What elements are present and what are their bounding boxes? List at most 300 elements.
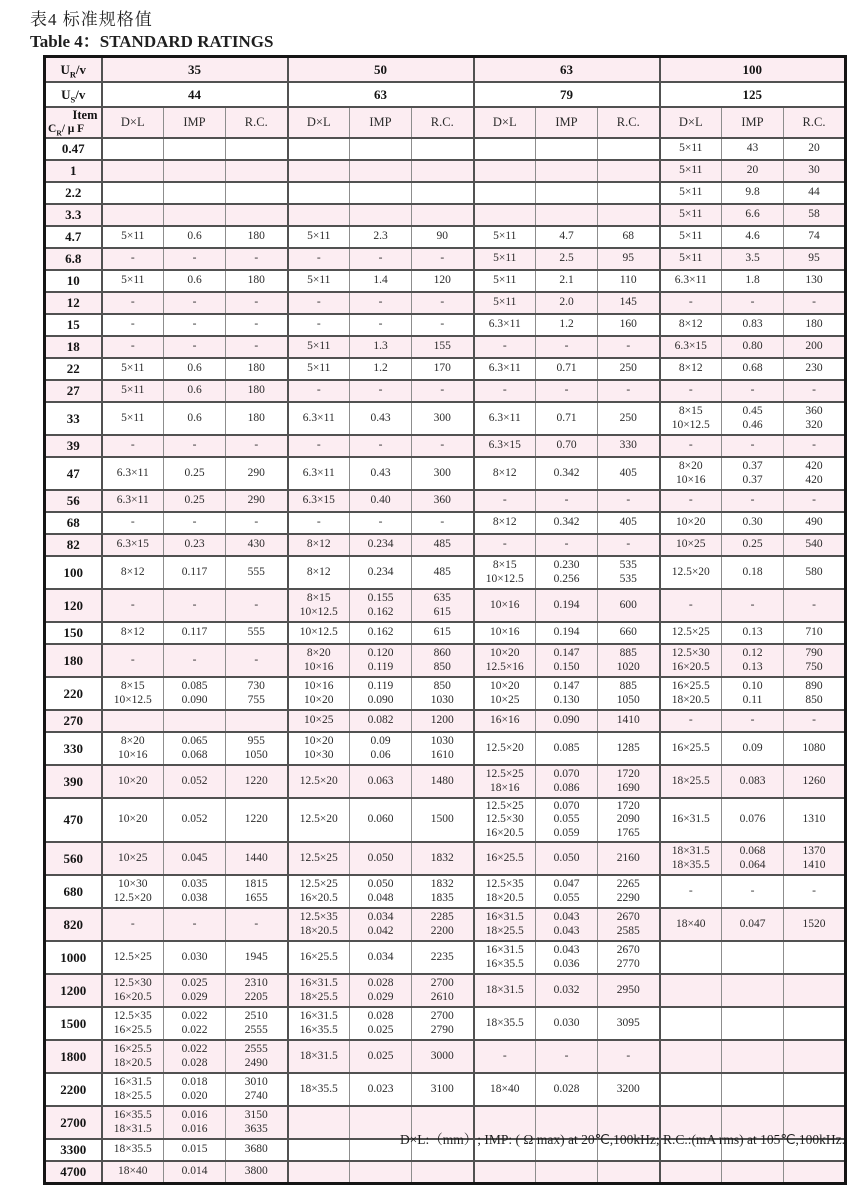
cell-dxl: 12.5×25 <box>660 622 722 644</box>
cell-imp <box>722 974 784 1007</box>
cell-dxl: - <box>102 644 164 677</box>
cell-dxl: 12.5×20 <box>660 556 722 589</box>
cell-imp: 0.6 <box>164 226 226 248</box>
cell-imp: 0.090 <box>536 710 598 732</box>
cell-rc: 1520 <box>784 908 846 941</box>
cell-rc: 170 <box>412 358 474 380</box>
cell-imp: 0.016 0.016 <box>164 1106 226 1139</box>
cell-imp: 0.050 <box>536 842 598 875</box>
cell-imp: 0.083 <box>722 765 784 798</box>
cell-imp: 0.045 <box>164 842 226 875</box>
cell-imp <box>536 1161 598 1184</box>
cell-dxl: 12.5×20 <box>288 798 350 842</box>
cell-dxl: 10×25 <box>102 842 164 875</box>
table-title-en: Table 4：STANDARD RATINGS <box>30 32 274 51</box>
cell-imp: 0.6 <box>164 380 226 402</box>
ur-label-cell: $U_R/v$ <box>45 57 102 83</box>
cell-dxl: 8×20 10×16 <box>660 457 722 490</box>
cell-imp: 0.034 <box>350 941 412 974</box>
cell-dxl: 10×25 <box>288 710 350 732</box>
cell-rc: 2510 2555 <box>226 1007 288 1040</box>
cell-imp: 0.119 0.090 <box>350 677 412 710</box>
cell-dxl: 6.3×15 <box>660 336 722 358</box>
cell-imp: 0.025 0.029 <box>164 974 226 1007</box>
cell-dxl: 5×11 <box>288 336 350 358</box>
cell-dxl: 12.5×25 <box>102 941 164 974</box>
cell-imp: 0.80 <box>722 336 784 358</box>
cell-dxl: 18×31.5 <box>474 974 536 1007</box>
cell-dxl <box>102 160 164 182</box>
cell-dxl: 5×11 <box>660 160 722 182</box>
cell-rc: - <box>226 435 288 457</box>
cell-imp: 0.12 0.13 <box>722 644 784 677</box>
cell-dxl: - <box>474 1040 536 1073</box>
cell-rc: 250 <box>598 402 660 435</box>
cell-imp: 4.7 <box>536 226 598 248</box>
capacitance-label: 220 <box>45 677 102 710</box>
subheader-dxl: D×L <box>288 107 350 138</box>
cell-rc <box>784 974 846 1007</box>
cell-rc: - <box>226 512 288 534</box>
cell-imp: 3.5 <box>722 248 784 270</box>
cell-rc: 95 <box>784 248 846 270</box>
cell-imp: 0.060 <box>350 798 412 842</box>
capacitance-label: 68 <box>45 512 102 534</box>
capacitance-label: 27 <box>45 380 102 402</box>
cell-imp: 0.028 0.025 <box>350 1007 412 1040</box>
capacitance-label: 10 <box>45 270 102 292</box>
cell-dxl: 6.3×11 <box>660 270 722 292</box>
capacitance-label: 1000 <box>45 941 102 974</box>
cell-rc: - <box>598 490 660 512</box>
cell-rc: 2310 2205 <box>226 974 288 1007</box>
cell-dxl: 8×15 10×12.5 <box>474 556 536 589</box>
rated-voltage-row <box>45 57 846 83</box>
subheader-dxl: D×L <box>102 107 164 138</box>
cell-imp: - <box>164 589 226 622</box>
table-row <box>45 314 846 336</box>
cell-dxl: - <box>660 380 722 402</box>
cell-rc <box>412 1161 474 1184</box>
cell-rc <box>412 138 474 160</box>
cell-dxl <box>288 160 350 182</box>
cell-rc: 890 850 <box>784 677 846 710</box>
cell-imp: - <box>350 512 412 534</box>
subheader-rc: R.C. <box>598 107 660 138</box>
cell-dxl: - <box>102 589 164 622</box>
cell-dxl: 8×12 <box>660 314 722 336</box>
cell-imp: 0.30 <box>722 512 784 534</box>
cell-dxl: 6.3×11 <box>288 457 350 490</box>
cell-dxl: 8×12 <box>102 622 164 644</box>
cell-dxl <box>288 1161 350 1184</box>
cell-dxl: 6.3×11 <box>288 402 350 435</box>
cell-rc: - <box>598 534 660 556</box>
cell-imp: - <box>164 512 226 534</box>
cell-rc: 130 <box>784 270 846 292</box>
cell-dxl: - <box>102 435 164 457</box>
table-row <box>45 644 846 677</box>
us-label-cell: $U_S/v$ <box>45 82 102 107</box>
table-row <box>45 435 846 457</box>
table-row <box>45 490 846 512</box>
table-row <box>45 270 846 292</box>
cell-imp: 0.155 0.162 <box>350 589 412 622</box>
cell-imp: 9.8 <box>722 182 784 204</box>
cell-imp: 0.43 <box>350 402 412 435</box>
cell-rc: 1832 <box>412 842 474 875</box>
cell-dxl: 12.5×25 <box>288 842 350 875</box>
cell-dxl: - <box>102 292 164 314</box>
cell-dxl: - <box>102 336 164 358</box>
cell-rc: 145 <box>598 292 660 314</box>
footnote: D×L:（mm）; IMP: ( Ω max) at 20℃,100kHz; R.C.:(mA rms) at 105℃,100kHz. <box>399 1132 845 1147</box>
cell-imp: 0.065 0.068 <box>164 732 226 765</box>
table-row <box>45 380 846 402</box>
cell-imp: 0.147 0.150 <box>536 644 598 677</box>
cell-imp <box>536 138 598 160</box>
cell-dxl: 6.3×15 <box>102 534 164 556</box>
cell-dxl: 16×31.5 <box>660 798 722 842</box>
cell-imp <box>164 182 226 204</box>
cell-imp: - <box>164 644 226 677</box>
cell-imp: 0.022 0.022 <box>164 1007 226 1040</box>
cell-rc: 490 <box>784 512 846 534</box>
cell-rc: 1310 <box>784 798 846 842</box>
capacitance-label: 680 <box>45 875 102 908</box>
subheader-imp: IMP <box>536 107 598 138</box>
cell-rc: 3800 <box>226 1161 288 1184</box>
cell-rc: 290 <box>226 490 288 512</box>
cell-dxl: 12.5×25 12.5×30 16×20.5 <box>474 798 536 842</box>
cell-dxl <box>660 941 722 974</box>
cell-imp <box>350 138 412 160</box>
cell-dxl: - <box>102 314 164 336</box>
cell-imp: 0.45 0.46 <box>722 402 784 435</box>
cell-rc <box>226 710 288 732</box>
cell-dxl: - <box>288 435 350 457</box>
cell-rc: 790 750 <box>784 644 846 677</box>
cell-dxl: 5×11 <box>288 358 350 380</box>
cell-dxl: - <box>660 490 722 512</box>
cell-imp: 0.13 <box>722 622 784 644</box>
cell-rc: 2285 2200 <box>412 908 474 941</box>
cell-dxl: 10×20 <box>660 512 722 534</box>
cell-imp: 0.6 <box>164 358 226 380</box>
cell-imp: 0.047 <box>722 908 784 941</box>
cell-dxl: 12.5×30 16×20.5 <box>102 974 164 1007</box>
cell-dxl <box>288 182 350 204</box>
cell-dxl: - <box>102 908 164 941</box>
surge-63-cell: 63 <box>288 82 474 107</box>
cell-rc: 180 <box>226 226 288 248</box>
cell-rc: 600 <box>598 589 660 622</box>
cell-rc: - <box>412 292 474 314</box>
cell-imp: 0.71 <box>536 358 598 380</box>
cell-dxl: 10×16 10×20 <box>288 677 350 710</box>
cell-dxl: 16×25.5 18×20.5 <box>660 677 722 710</box>
cell-dxl: 6.3×11 <box>102 490 164 512</box>
cell-rc: 660 <box>598 622 660 644</box>
cell-dxl: 6.3×11 <box>102 457 164 490</box>
capacitance-label: 33 <box>45 402 102 435</box>
cell-rc: 3680 <box>226 1139 288 1161</box>
cell-dxl: 8×15 10×12.5 <box>660 402 722 435</box>
subheader-dxl: D×L <box>474 107 536 138</box>
cell-imp: 0.014 <box>164 1161 226 1184</box>
cell-imp: 0.015 <box>164 1139 226 1161</box>
cell-rc: 20 <box>784 138 846 160</box>
capacitance-label: 2700 <box>45 1106 102 1139</box>
cell-dxl: 18×35.5 <box>288 1073 350 1106</box>
cell-rc: 955 1050 <box>226 732 288 765</box>
cell-rc: 540 <box>784 534 846 556</box>
cell-imp: 1.3 <box>350 336 412 358</box>
cell-imp: 0.022 0.028 <box>164 1040 226 1073</box>
cell-rc: 1945 <box>226 941 288 974</box>
table-row <box>45 138 846 160</box>
cell-imp: 0.030 <box>164 941 226 974</box>
cell-dxl: 10×20 12.5×16 <box>474 644 536 677</box>
cell-rc: - <box>784 435 846 457</box>
cell-dxl: 5×11 <box>474 248 536 270</box>
cell-dxl: 5×11 <box>102 380 164 402</box>
cell-dxl: - <box>288 512 350 534</box>
cell-rc <box>226 138 288 160</box>
cell-rc: 1370 1410 <box>784 842 846 875</box>
cell-rc: - <box>598 336 660 358</box>
item-label: Item <box>72 108 98 122</box>
capacitance-label: 0.47 <box>45 138 102 160</box>
cell-imp <box>350 204 412 226</box>
cell-rc: 290 <box>226 457 288 490</box>
cell-dxl <box>660 1007 722 1040</box>
cell-dxl: 12.5×20 <box>288 765 350 798</box>
cell-imp: 0.25 <box>164 490 226 512</box>
cell-rc: 1200 <box>412 710 474 732</box>
capacitance-label: 1500 <box>45 1007 102 1040</box>
cell-dxl: 5×11 <box>660 138 722 160</box>
cell-rc: 3200 <box>598 1073 660 1106</box>
cell-imp <box>536 160 598 182</box>
cell-imp: - <box>722 589 784 622</box>
cell-imp: 0.234 <box>350 556 412 589</box>
cell-dxl: 8×15 10×12.5 <box>288 589 350 622</box>
cell-imp: 0.09 0.06 <box>350 732 412 765</box>
cell-rc: 730 755 <box>226 677 288 710</box>
capacitance-label: 4700 <box>45 1161 102 1184</box>
cell-dxl: - <box>288 248 350 270</box>
cell-rc: - <box>226 644 288 677</box>
cell-imp: 20 <box>722 160 784 182</box>
cell-rc: 3100 <box>412 1073 474 1106</box>
subheader-dxl: D×L <box>660 107 722 138</box>
cell-dxl: 16×35.5 18×31.5 <box>102 1106 164 1139</box>
cell-rc: - <box>412 512 474 534</box>
cell-imp <box>164 710 226 732</box>
table-row <box>45 204 846 226</box>
cell-dxl: 8×12 <box>102 556 164 589</box>
capacitance-label: 390 <box>45 765 102 798</box>
cell-imp <box>164 160 226 182</box>
cell-imp: - <box>164 435 226 457</box>
cell-rc: - <box>784 292 846 314</box>
cell-rc <box>226 182 288 204</box>
cell-imp: 0.68 <box>722 358 784 380</box>
cell-dxl: - <box>288 314 350 336</box>
capacitance-label: 18 <box>45 336 102 358</box>
cell-rc: 180 <box>226 380 288 402</box>
cell-dxl: 16×16 <box>474 710 536 732</box>
cell-rc <box>598 160 660 182</box>
cell-rc: 330 <box>598 435 660 457</box>
cell-dxl: 16×25.5 <box>288 941 350 974</box>
table-row <box>45 677 846 710</box>
cell-dxl: 16×31.5 18×25.5 <box>102 1073 164 1106</box>
cell-rc: 1720 1690 <box>598 765 660 798</box>
cell-rc: - <box>784 710 846 732</box>
cell-dxl <box>660 1161 722 1184</box>
cell-rc: 2265 2290 <box>598 875 660 908</box>
cell-imp: - <box>536 380 598 402</box>
cell-rc <box>226 204 288 226</box>
cell-rc: 555 <box>226 556 288 589</box>
cell-imp: 0.70 <box>536 435 598 457</box>
cell-rc: 360 <box>412 490 474 512</box>
cell-rc: 300 <box>412 457 474 490</box>
table-row <box>45 248 846 270</box>
cell-imp <box>722 941 784 974</box>
cell-rc: 555 <box>226 622 288 644</box>
table-row <box>45 710 846 732</box>
cell-dxl <box>474 160 536 182</box>
cell-rc: 1080 <box>784 732 846 765</box>
cell-imp: 0.043 0.043 <box>536 908 598 941</box>
cell-dxl: - <box>474 534 536 556</box>
cell-imp: 0.25 <box>164 457 226 490</box>
cell-rc: - <box>784 875 846 908</box>
table-row <box>45 1161 846 1184</box>
cell-rc: 180 <box>226 402 288 435</box>
cell-dxl: 12.5×25 16×20.5 <box>288 875 350 908</box>
table-row <box>45 457 846 490</box>
cell-rc: 180 <box>226 270 288 292</box>
cell-rc: 230 <box>784 358 846 380</box>
cell-dxl: 5×11 <box>288 226 350 248</box>
cell-imp: - <box>722 490 784 512</box>
cell-rc <box>412 182 474 204</box>
cell-imp: 1.4 <box>350 270 412 292</box>
cell-imp: 0.120 0.119 <box>350 644 412 677</box>
capacitance-label: 2200 <box>45 1073 102 1106</box>
capacitance-label: 120 <box>45 589 102 622</box>
cell-dxl: 10×25 <box>660 534 722 556</box>
cell-rc: 30 <box>784 160 846 182</box>
cell-dxl <box>660 1073 722 1106</box>
cell-imp: 0.194 <box>536 622 598 644</box>
cell-imp <box>536 204 598 226</box>
cell-dxl <box>474 182 536 204</box>
cell-rc: 2160 <box>598 842 660 875</box>
cell-rc: 44 <box>784 182 846 204</box>
cell-rc <box>412 204 474 226</box>
cell-imp <box>350 1161 412 1184</box>
cell-dxl: 6.3×11 <box>474 358 536 380</box>
cell-imp: 0.050 0.048 <box>350 875 412 908</box>
cell-dxl: 12.5×35 16×25.5 <box>102 1007 164 1040</box>
cell-dxl: 18×25.5 <box>660 765 722 798</box>
capacitance-label: 56 <box>45 490 102 512</box>
capacitance-label: 47 <box>45 457 102 490</box>
cell-imp: 0.37 0.37 <box>722 457 784 490</box>
table-row <box>45 512 846 534</box>
cell-rc: 300 <box>412 402 474 435</box>
cell-rc: 58 <box>784 204 846 226</box>
cell-dxl: - <box>102 512 164 534</box>
cell-dxl: 16×25.5 18×20.5 <box>102 1040 164 1073</box>
cell-imp: 0.034 0.042 <box>350 908 412 941</box>
cell-rc: 615 <box>412 622 474 644</box>
cell-imp: - <box>350 314 412 336</box>
cell-dxl: 6.3×15 <box>474 435 536 457</box>
ratings-tbody <box>45 138 846 1184</box>
standard-ratings-table <box>43 55 847 1185</box>
cell-dxl <box>474 1161 536 1184</box>
cell-imp: - <box>350 435 412 457</box>
cell-imp: 0.10 0.11 <box>722 677 784 710</box>
cell-dxl: 10×20 10×25 <box>474 677 536 710</box>
cell-dxl: 5×11 <box>102 226 164 248</box>
cell-rc: 2700 2610 <box>412 974 474 1007</box>
surge-44-cell: 44 <box>102 82 288 107</box>
cell-dxl <box>102 182 164 204</box>
cell-dxl: - <box>288 292 350 314</box>
cell-dxl: 10×30 12.5×20 <box>102 875 164 908</box>
surge-voltage-row <box>45 82 846 107</box>
cell-imp: 0.028 <box>536 1073 598 1106</box>
capacitance-label: 330 <box>45 732 102 765</box>
cell-dxl <box>102 138 164 160</box>
capacitance-label: 1 <box>45 160 102 182</box>
cell-rc: 2670 2585 <box>598 908 660 941</box>
cell-imp <box>350 160 412 182</box>
capacitance-label: 150 <box>45 622 102 644</box>
cell-imp: 0.052 <box>164 765 226 798</box>
cell-dxl: 6.3×11 <box>474 402 536 435</box>
cell-imp: - <box>722 710 784 732</box>
table-row <box>45 732 846 765</box>
cell-imp: 2.1 <box>536 270 598 292</box>
cell-dxl: - <box>660 435 722 457</box>
cell-dxl: 18×35.5 <box>102 1139 164 1161</box>
cell-imp <box>164 138 226 160</box>
cell-dxl: 5×11 <box>474 226 536 248</box>
cell-dxl: - <box>660 710 722 732</box>
cell-imp <box>722 1073 784 1106</box>
cell-imp: 0.234 <box>350 534 412 556</box>
cell-dxl: 12.5×35 18×20.5 <box>288 908 350 941</box>
cell-rc: 1410 <box>598 710 660 732</box>
cell-rc: - <box>412 380 474 402</box>
cell-imp: 0.076 <box>722 798 784 842</box>
table-row <box>45 941 846 974</box>
cell-dxl: 5×11 <box>102 270 164 292</box>
cell-imp: 1.2 <box>350 358 412 380</box>
table-row <box>45 875 846 908</box>
cell-imp: 0.162 <box>350 622 412 644</box>
table-row <box>45 182 846 204</box>
cell-imp: 0.082 <box>350 710 412 732</box>
